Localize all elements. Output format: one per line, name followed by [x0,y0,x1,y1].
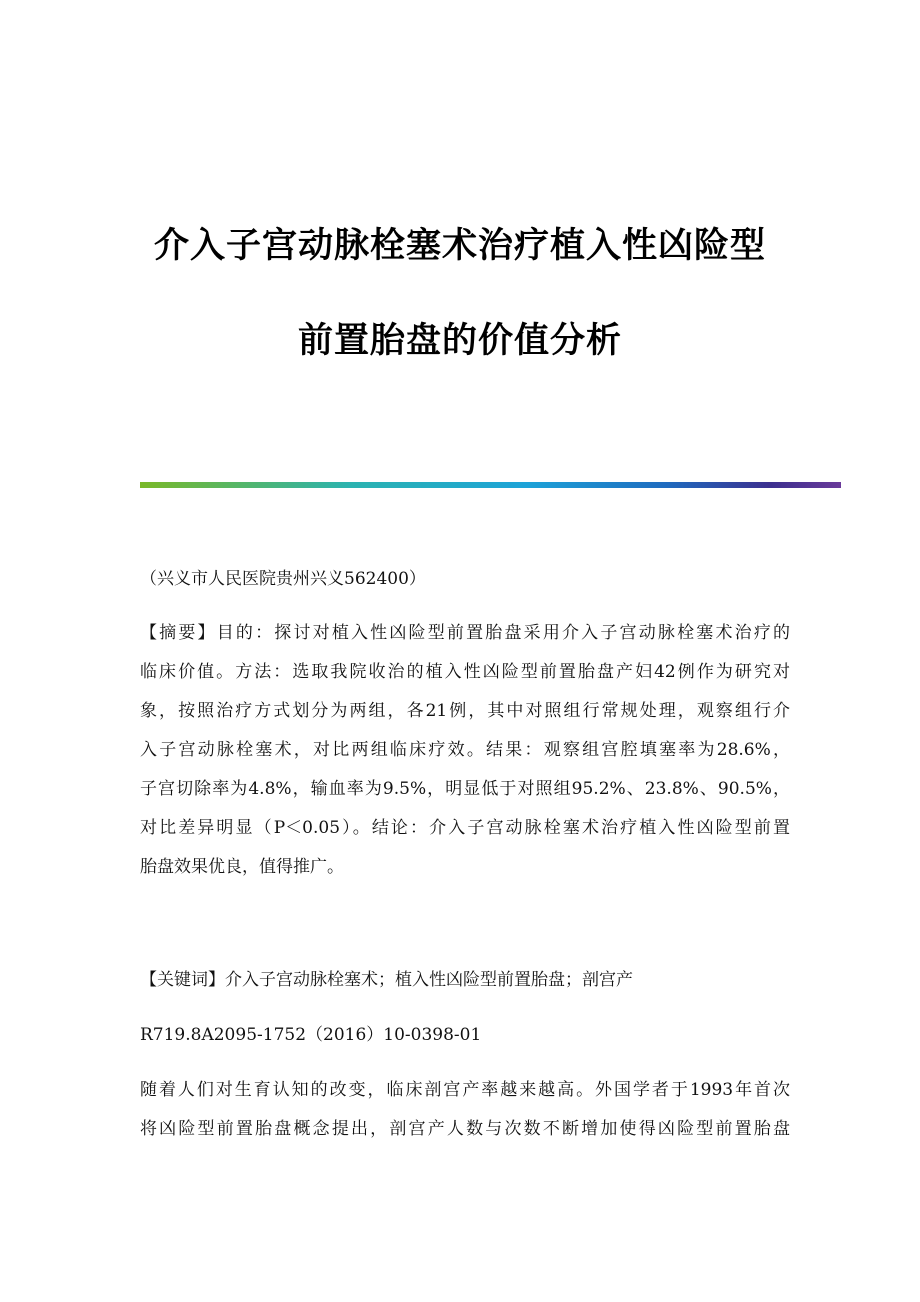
abstract [140,614,790,887]
abstract-line: 胎盘效果优良，值得推广。 [140,857,344,877]
classification-text: R719.8A2095-1752（2016）10-0398-01 [140,1025,482,1045]
abstract-line: 【摘要】目的：探讨对植入性凶险型前置胎盘采用介入子宫动脉栓塞术治疗的 [140,623,790,643]
gradient-divider [140,482,841,488]
abstract-line: 对比差异明显（P＜0.05）。结论：介入子宫动脉栓塞术治疗植入性凶险型前置 [140,818,790,838]
keywords-text: 【关键词】介入子宫动脉栓塞术；植入性凶险型前置胎盘；剖宫产 [140,970,633,990]
paper-title-line-1: 介入子宫动脉栓塞术治疗植入性凶险型 [153,226,766,266]
affiliation-text: （兴义市人民医院贵州兴义562400） [140,569,426,589]
abstract-line: 子宫切除率为4.8%，输血率为9.5%，明显低于对照组95.2%、23.8%、90.5%， [140,779,790,799]
intro-paragraph [140,1071,790,1149]
intro-line: 将凶险型前置胎盘概念提出，剖宫产人数与次数不断增加使得凶险型前置胎盘 [140,1119,790,1139]
abstract-line: 临床价值。方法：选取我院收治的植入性凶险型前置胎盘产妇42例作为研究对 [140,662,790,682]
author-affiliation [140,560,790,599]
abstract-line: 象，按照治疗方式划分为两组，各21例，其中对照组行常规处理，观察组行介 [140,701,790,721]
keywords [140,961,790,1000]
abstract-line: 入子宫动脉栓塞术，对比两组临床疗效。结果：观察组宫腔填塞率为28.6%， [140,740,790,760]
classification-code [140,1016,790,1055]
paper-title-line-2: 前置胎盘的价值分析 [297,321,622,361]
intro-line: 随着人们对生育认知的改变，临床剖宫产率越来越高。外国学者于1993年首次 [140,1080,790,1100]
